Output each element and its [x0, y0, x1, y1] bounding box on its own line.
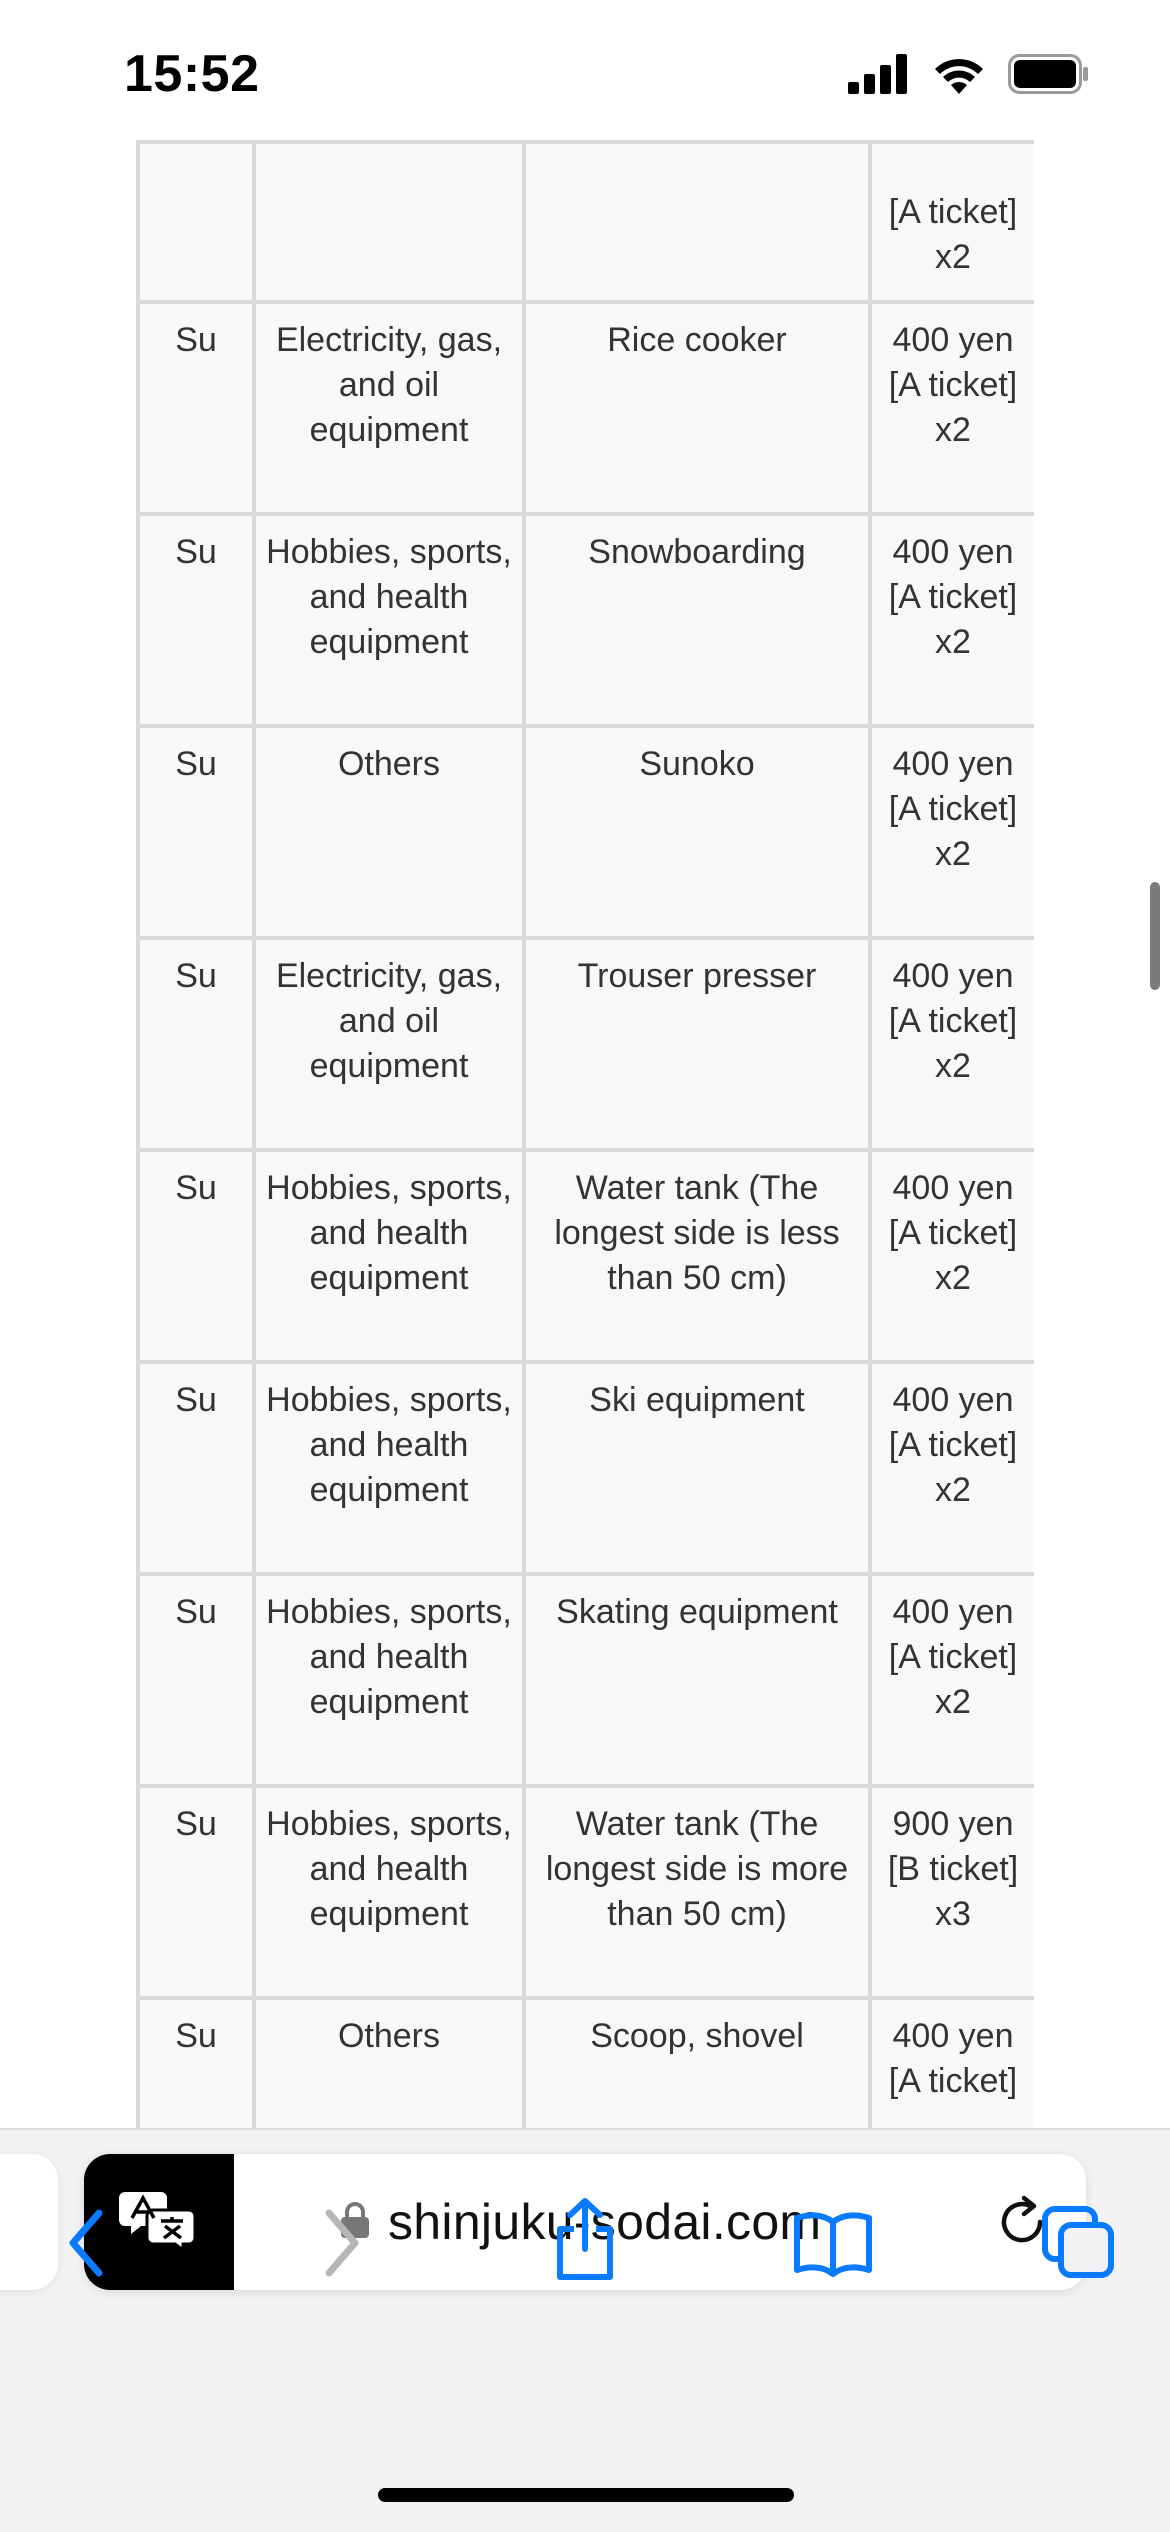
table-row	[138, 1150, 1034, 1362]
tabs-icon	[1041, 2205, 1117, 2286]
table-cell-item: Skating equipment	[524, 1574, 870, 1786]
table-cell-category: Hobbies, sports, and health equipment	[254, 1786, 524, 1998]
table-row	[138, 726, 1034, 938]
table-cell-item: Water tank (The longest side is more than 50 cm)	[524, 1786, 870, 1998]
table-cell-category: Hobbies, sports, and health equipment	[254, 1574, 524, 1786]
table-cell-category: Others	[254, 726, 524, 938]
battery-icon	[1008, 54, 1090, 99]
wifi-icon	[932, 54, 986, 99]
back-icon	[57, 2203, 117, 2288]
table-cell-initial: Su	[138, 302, 254, 514]
table-row	[138, 1786, 1034, 1998]
table-row	[138, 938, 1034, 1150]
table-cell-initial: Su	[138, 938, 254, 1150]
table-cell-item: Ski equipment	[524, 1362, 870, 1574]
table-cell-initial	[138, 142, 254, 302]
back-button[interactable]	[32, 2190, 142, 2300]
table-row	[138, 1998, 1034, 2128]
table-cell-fee: 400 yen [A ticket] x2	[870, 726, 1034, 938]
fee-table	[136, 140, 1034, 2128]
table-cell-fee: 400 yen [A ticket] x2	[870, 1362, 1034, 1574]
table-cell-category: Hobbies, sports, and health equipment	[254, 1362, 524, 1574]
url-text: shinjuku-sodai.com	[388, 2194, 822, 2250]
tabs-button[interactable]	[1024, 2190, 1134, 2300]
table-cell-fee: 400 yen [A ticket]	[870, 1998, 1034, 2128]
table-cell-initial: Su	[138, 1574, 254, 1786]
table-cell-item: Trouser presser	[524, 938, 870, 1150]
table-cell-initial: Su	[138, 514, 254, 726]
cellular-signal-icon	[848, 54, 910, 99]
fee-table-container	[136, 140, 1034, 2128]
table-row	[138, 302, 1034, 514]
table-cell-category: Hobbies, sports, and health equipment	[254, 1150, 524, 1362]
browser-toolbar	[0, 2190, 1170, 2340]
table-cell-item: Rice cooker	[524, 302, 870, 514]
table-cell-fee: 900 yen [B ticket] x3	[870, 1786, 1034, 1998]
table-row	[138, 1574, 1034, 1786]
share-button[interactable]	[530, 2186, 640, 2296]
table-cell-fee: 400 yen [A ticket] x2	[870, 514, 1034, 726]
table-cell-initial: Su	[138, 1998, 254, 2128]
table-cell-fee: 400 yen [A ticket] x2	[870, 1574, 1034, 1786]
table-cell-category: Hobbies, sports, and health equipment	[254, 514, 524, 726]
bookmarks-button[interactable]	[778, 2190, 888, 2300]
status-time: 15:52	[124, 45, 260, 103]
status-bar	[0, 0, 1170, 140]
table-cell-fee: 400 yen [A ticket] x2	[870, 1150, 1034, 1362]
table-cell-fee: 400 yen [A ticket] x2	[870, 302, 1034, 514]
table-cell-initial: Su	[138, 726, 254, 938]
table-cell-item: Snowboarding	[524, 514, 870, 726]
table-cell-category: Electricity, gas, and oil equipment	[254, 938, 524, 1150]
table-row	[138, 514, 1034, 726]
scroll-indicator[interactable]	[1150, 882, 1160, 990]
table-cell-initial: Su	[138, 1362, 254, 1574]
table-cell-initial: Su	[138, 1150, 254, 1362]
table-cell-fee: 400 yen [A ticket] x2	[870, 938, 1034, 1150]
table-cell-item	[524, 142, 870, 302]
table-cell-fee: [A ticket] x2	[870, 142, 1034, 302]
bookmarks-icon	[793, 2208, 873, 2283]
table-cell-category: Others	[254, 1998, 524, 2128]
table-cell-category: Electricity, gas, and oil equipment	[254, 302, 524, 514]
status-icons	[848, 54, 1090, 99]
table-cell-item: Scoop, shovel	[524, 1998, 870, 2128]
table-cell-item: Water tank (The longest side is less than 50 cm)	[524, 1150, 870, 1362]
table-cell-initial: Su	[138, 1786, 254, 1998]
table-cell-category	[254, 142, 524, 302]
table-row	[138, 142, 1034, 302]
forward-button[interactable]	[286, 2190, 396, 2300]
table-row	[138, 1362, 1034, 1574]
forward-icon	[311, 2203, 371, 2288]
home-indicator[interactable]	[378, 2488, 794, 2502]
table-cell-item: Sunoko	[524, 726, 870, 938]
share-icon	[550, 2195, 620, 2288]
